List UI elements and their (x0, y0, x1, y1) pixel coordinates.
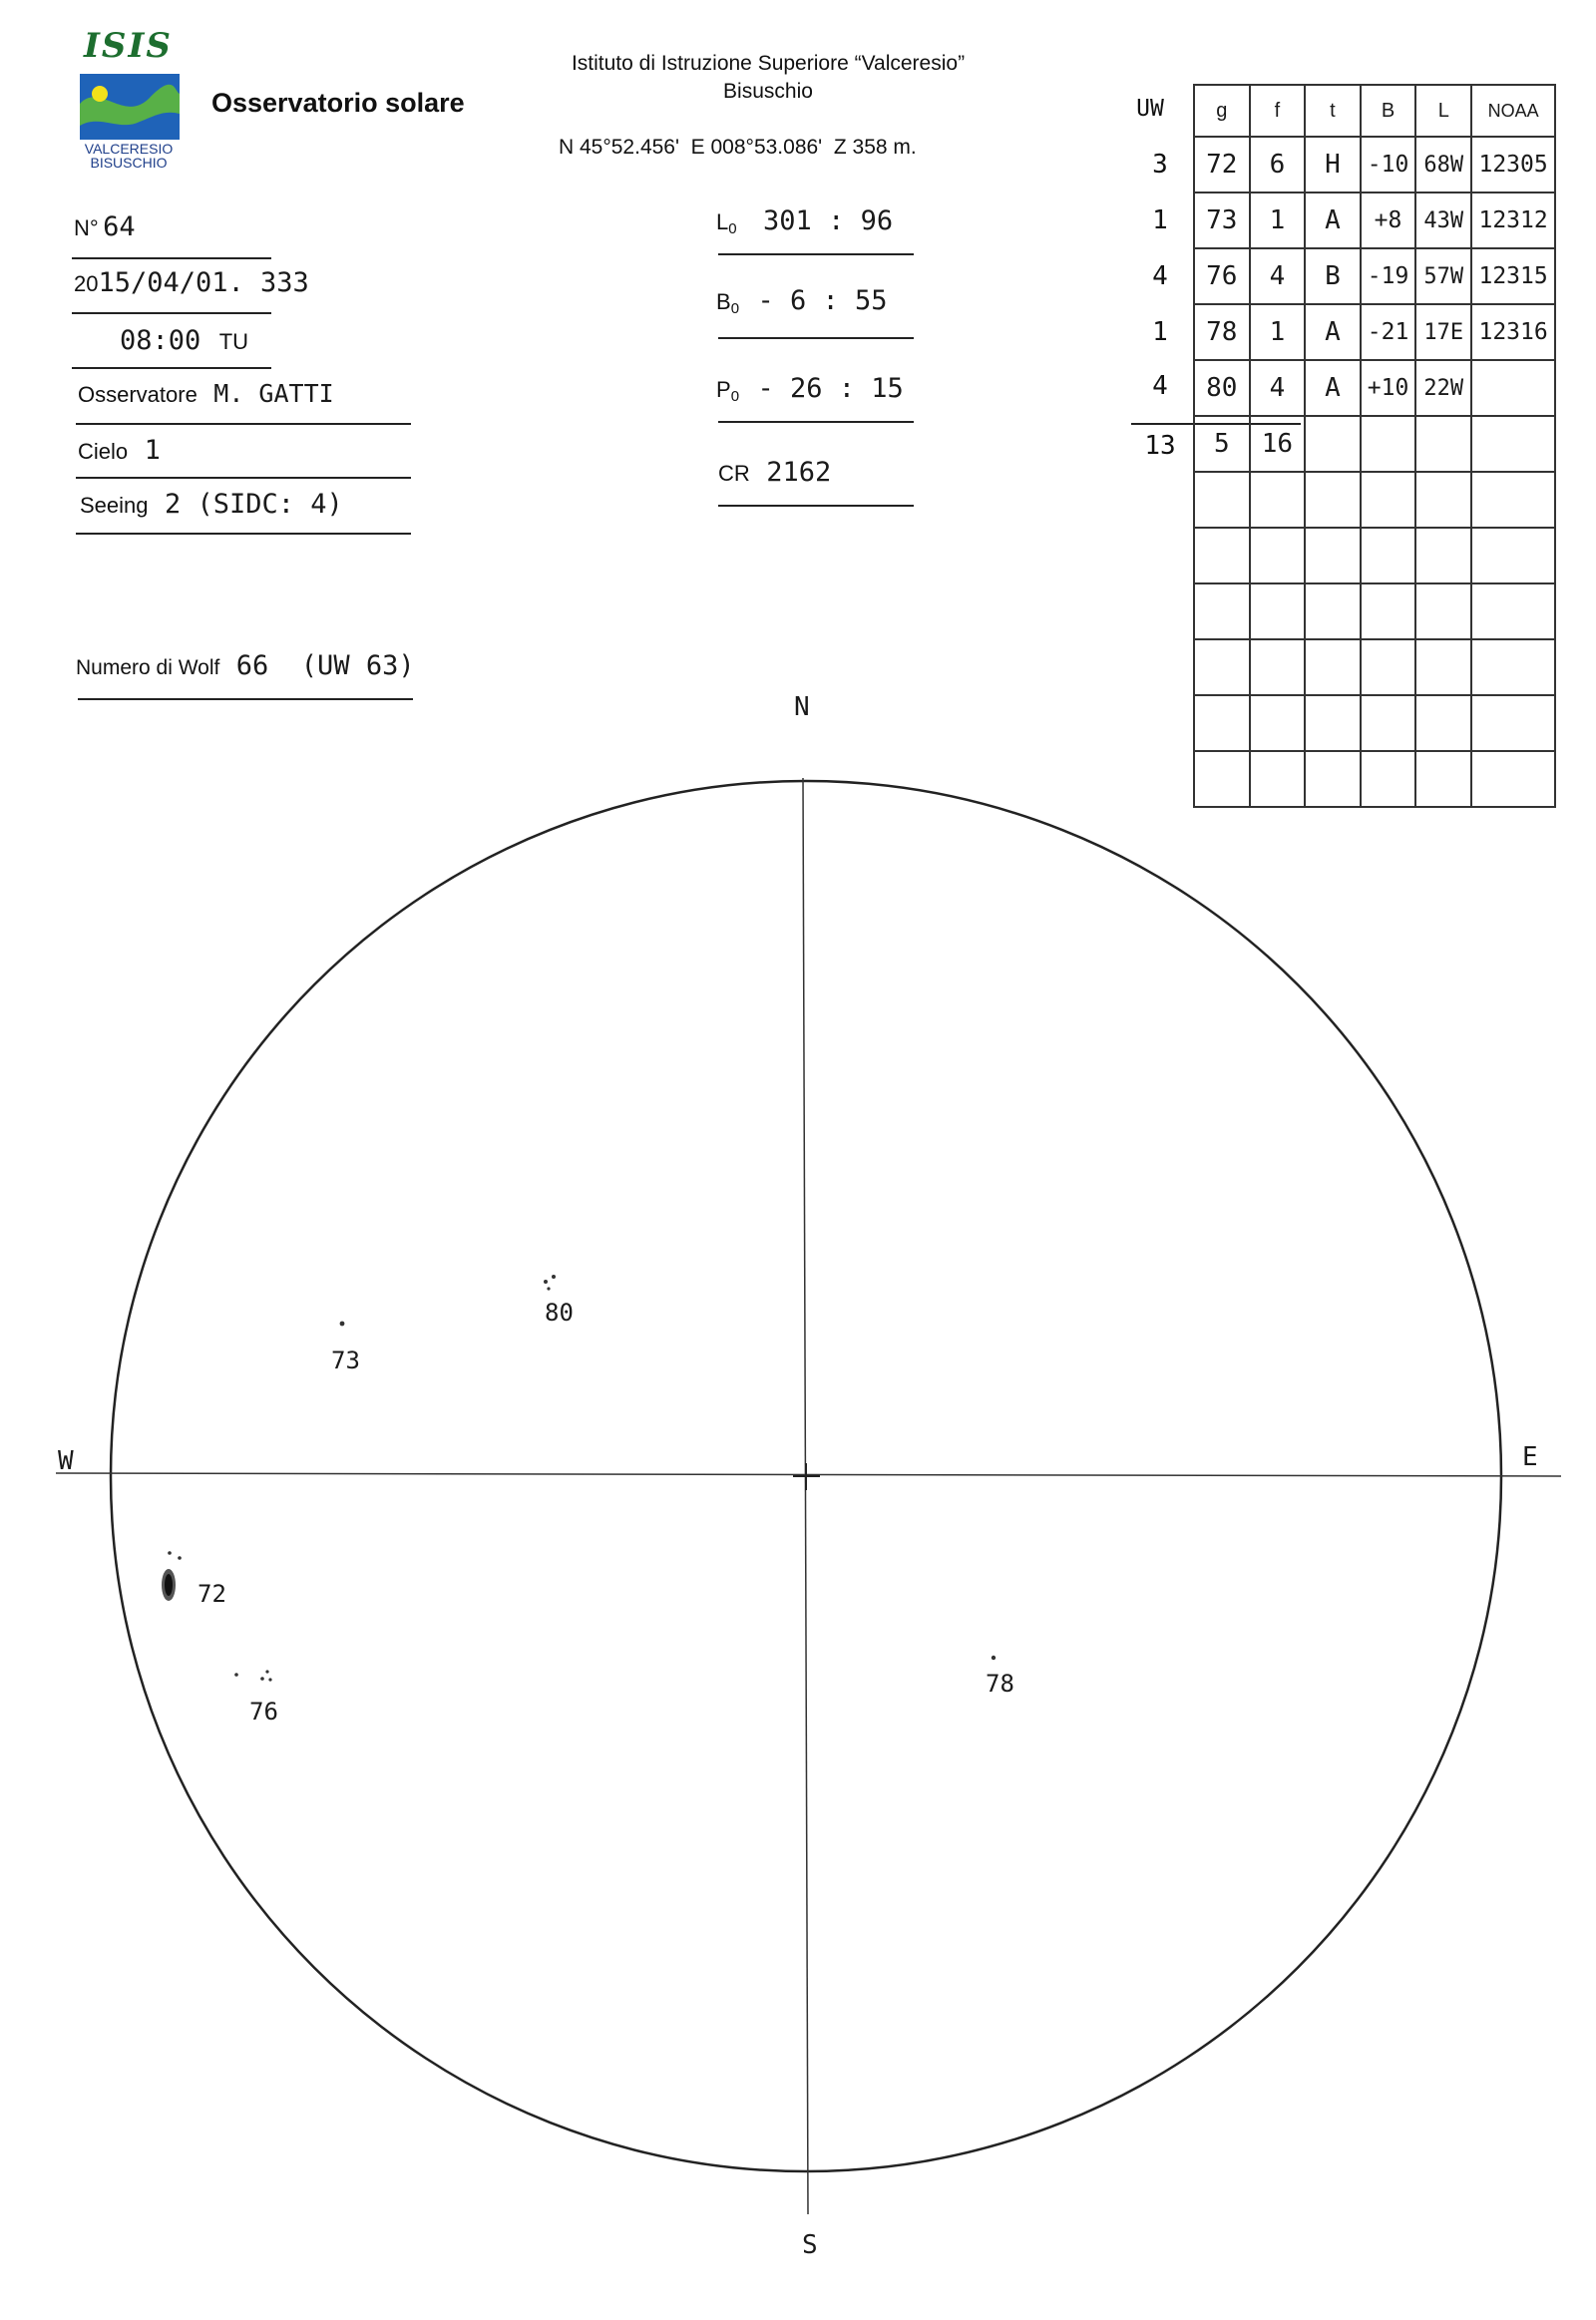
p0-label: P (716, 377, 731, 402)
table-cell: 68W (1415, 137, 1471, 193)
table-cell: A (1305, 304, 1360, 360)
sunspot-group-80-marks (544, 1275, 556, 1291)
table-header-l: L (1415, 85, 1471, 137)
table-header-g: g (1194, 85, 1250, 137)
wolf-number-value: 66 (UW 63) (235, 650, 415, 681)
p0-subscript: 0 (730, 388, 740, 406)
table-cell: 80 (1194, 360, 1250, 416)
sky-value: 1 (144, 435, 161, 466)
table-cell: 22W (1415, 360, 1471, 416)
date-prefix: 20 (74, 271, 99, 296)
group-label-78: 78 (986, 1670, 1014, 1698)
table-header-t: t (1305, 85, 1360, 137)
table-header-noaa: NOAA (1471, 85, 1555, 137)
p0-value: - 26 : 15 (757, 373, 904, 404)
l0-label: L (716, 209, 729, 234)
table-cell: A (1305, 193, 1360, 248)
observation-number-label: N° (74, 215, 99, 240)
table-total-f: 16 (1250, 416, 1306, 472)
table-cell: 12312 (1471, 193, 1555, 248)
uw-total: 13 (1144, 431, 1176, 461)
sunspot-group-73-marks (340, 1322, 345, 1327)
table-cell: 73 (1194, 193, 1250, 248)
l0-value: 301 : 96 (763, 205, 894, 236)
sunspot-group-76-marks (234, 1670, 271, 1681)
table-cell: 72 (1194, 137, 1250, 193)
uw-value-5: 4 (1152, 371, 1168, 401)
wolf-number-label: Numero di Wolf (76, 656, 220, 679)
uw-value-1: 3 (1152, 150, 1168, 180)
carrington-label: CR (718, 461, 750, 486)
north-south-axis (803, 778, 808, 2214)
table-header-b: B (1361, 85, 1416, 137)
group-label-73: 73 (331, 1347, 360, 1374)
institute-town: Bisuschio (723, 80, 813, 103)
institute-name: Istituto di Istruzione Superiore “Valceresio” (571, 52, 966, 75)
table-cell: 12316 (1471, 304, 1555, 360)
table-total-g: 5 (1194, 416, 1250, 472)
b0-value: - 6 : 55 (757, 285, 888, 316)
cardinal-west: W (58, 1446, 74, 1476)
uw-value-2: 1 (1152, 205, 1168, 235)
table-cell: 12305 (1471, 137, 1555, 193)
table-cell: 76 (1194, 248, 1250, 304)
table-cell: 43W (1415, 193, 1471, 248)
sunspot-group-78-marks (992, 1656, 996, 1660)
table-header-f: f (1250, 85, 1306, 137)
site-coordinates: N 45°52.456' E 008°53.086' Z 358 m. (559, 136, 917, 159)
b0-subscript: 0 (730, 300, 740, 318)
table-cell: -19 (1361, 248, 1416, 304)
table-cell: 4 (1250, 248, 1306, 304)
seeing-label: Seeing (80, 493, 149, 518)
cardinal-north: N (794, 692, 810, 722)
cardinal-east: E (1522, 1442, 1538, 1472)
uw-value-3: 4 (1152, 261, 1168, 291)
uw-header: UW (1136, 96, 1164, 122)
table-cell: +10 (1361, 360, 1416, 416)
table-cell: +8 (1361, 193, 1416, 248)
uw-value-4: 1 (1152, 317, 1168, 347)
table-cell: B (1305, 248, 1360, 304)
table-cell: 57W (1415, 248, 1471, 304)
table-cell: 6 (1250, 137, 1306, 193)
logo-caption-2: BISUSCHIO (90, 155, 168, 171)
group-label-72: 72 (198, 1580, 226, 1608)
group-label-80: 80 (545, 1299, 574, 1327)
l0-subscript: 0 (728, 220, 737, 238)
seeing-value: 2 (SIDC: 4) (164, 489, 343, 520)
table-cell: H (1305, 137, 1360, 193)
logo-caption-1: VALCERESIO (84, 141, 174, 157)
table-cell: -21 (1361, 304, 1416, 360)
table-cell: A (1305, 360, 1360, 416)
table-cell: 17E (1415, 304, 1471, 360)
sky-label: Cielo (78, 439, 129, 464)
carrington-value: 2162 (766, 457, 832, 488)
table-cell: -10 (1361, 137, 1416, 193)
sunspot-group-72-marks (162, 1551, 182, 1601)
observer-value: M. GATTI (213, 379, 334, 408)
time-unit: TU (218, 329, 249, 354)
observatory-title: Osservatorio solare (211, 88, 465, 118)
observer-label: Osservatore (78, 382, 198, 407)
cardinal-south: S (802, 2230, 818, 2260)
table-cell: 12315 (1471, 248, 1555, 304)
time-value: 08:00 (120, 325, 201, 356)
b0-label: B (716, 289, 731, 314)
date-value: 15/04/01. 333 (98, 267, 309, 298)
group-label-76: 76 (249, 1698, 278, 1726)
observation-number-value: 64 (103, 211, 136, 242)
table-cell: 1 (1250, 193, 1306, 248)
table-cell: 1 (1250, 304, 1306, 360)
table-cell: 78 (1194, 304, 1250, 360)
table-cell: 4 (1250, 360, 1306, 416)
logo-wordmark: ISIS (84, 26, 173, 66)
